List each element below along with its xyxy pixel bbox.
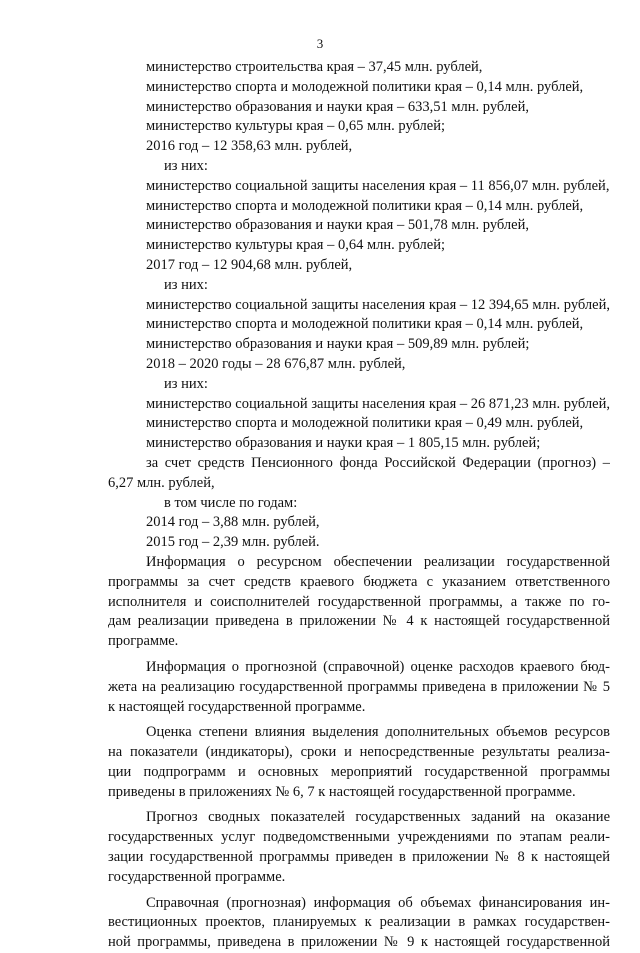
text-line: Прогноз сводных показателей государственных заданий на оказание <box>146 809 610 826</box>
text-line: государственных услуг подведомственными учреждениями по этапам реали- <box>108 829 610 846</box>
text-line: министерство социальной защиты населения края – 26 871,23 млн. рублей, <box>146 395 610 412</box>
text-line: программы за счет средств краевого бюджета с указанием ответственного <box>108 573 610 590</box>
text-line: из них: <box>164 375 208 392</box>
text-line: министерство спорта и молодежной политики края – 0,14 млн. рублей, <box>146 197 584 214</box>
text-line: Информация о прогнозной (справочной) оценке расходов краевого бюд- <box>146 658 610 675</box>
text-line: министерство культуры края – 0,65 млн. рублей; <box>146 118 445 135</box>
text-line: министерство спорта и молодежной политики края – 0,14 млн. рублей, <box>146 78 584 95</box>
text-line: на показатели (индикаторы), сроки и непосредственные результаты реализа- <box>108 744 610 761</box>
text-line: министерство спорта и молодежной политики края – 0,49 млн. рублей, <box>146 415 584 432</box>
text-line: жета на реализацию государственной программы приведена в приложении № 5 <box>108 678 610 695</box>
text-line: за счет средств Пенсионного фонда Российской Федерации (прогноз) – <box>146 454 610 471</box>
text-line: 2018 – 2020 годы – 28 676,87 млн. рублей, <box>146 355 406 372</box>
text-line: 2016 год – 12 358,63 млн. рублей, <box>146 138 353 155</box>
text-line: в том числе по годам: <box>164 494 298 511</box>
text-line: министерство образования и науки края – 1 805,15 млн. рублей; <box>146 435 541 452</box>
text-line: зации государственной программы приведен в приложении № 8 к настоящей <box>108 849 610 866</box>
text-line: из них: <box>164 157 208 174</box>
text-line: ной программы, приведена в приложении № 9 к настоящей государственной <box>108 934 610 951</box>
text-line: 6,27 млн. рублей, <box>108 474 215 491</box>
text-line: из них: <box>164 276 208 293</box>
text-line: Информация о ресурсном обеспечении реализации государственной <box>146 553 610 570</box>
text-line: министерство социальной защиты населения края – 11 856,07 млн. рублей, <box>146 177 610 194</box>
text-line: министерство образования и науки края – 633,51 млн. рублей, <box>146 98 529 115</box>
text-line: приведены в приложениях № 6, 7 к настоящей государственной программе. <box>108 783 576 800</box>
page-number: 3 <box>316 36 324 51</box>
text-line: 2014 год – 3,88 млн. рублей, <box>146 514 320 531</box>
text-line: 2015 год – 2,39 млн. рублей. <box>146 534 320 551</box>
text-line: Справочная (прогнозная) информация об объемах финансирования ин- <box>146 894 610 911</box>
text-line: программе. <box>108 633 179 650</box>
text-line: Оценка степени влияния выделения дополнительных объемов ресурсов <box>146 724 610 741</box>
text-line: вестиционных проектов, планируемых к реализации в рамках государствен- <box>108 914 610 931</box>
text-line: 2017 год – 12 904,68 млн. рублей, <box>146 256 353 273</box>
text-line: министерство культуры края – 0,64 млн. рублей; <box>146 237 445 254</box>
text-line: государственной программе. <box>108 868 286 885</box>
text-line: министерство образования и науки края – 501,78 млн. рублей, <box>146 217 529 234</box>
text-line: исполнителя и соисполнителей государственной программы, а также по го- <box>108 593 610 610</box>
text-line: к настоящей государственной программе. <box>108 698 366 715</box>
text-line: министерство спорта и молодежной политики края – 0,14 млн. рублей, <box>146 316 584 333</box>
text-line: министерство социальной защиты населения края – 12 394,65 млн. рублей, <box>146 296 610 313</box>
text-line: ции подпрограмм и основных мероприятий государственной программы <box>108 763 610 780</box>
text-line: министерство строительства края – 37,45 млн. рублей, <box>146 59 483 75</box>
document-body <box>108 58 610 953</box>
text-line: министерство образования и науки края – 509,89 млн. рублей; <box>146 336 530 353</box>
text-line: дам реализации приведена в приложении № 4 к настоящей государственной <box>108 613 610 630</box>
